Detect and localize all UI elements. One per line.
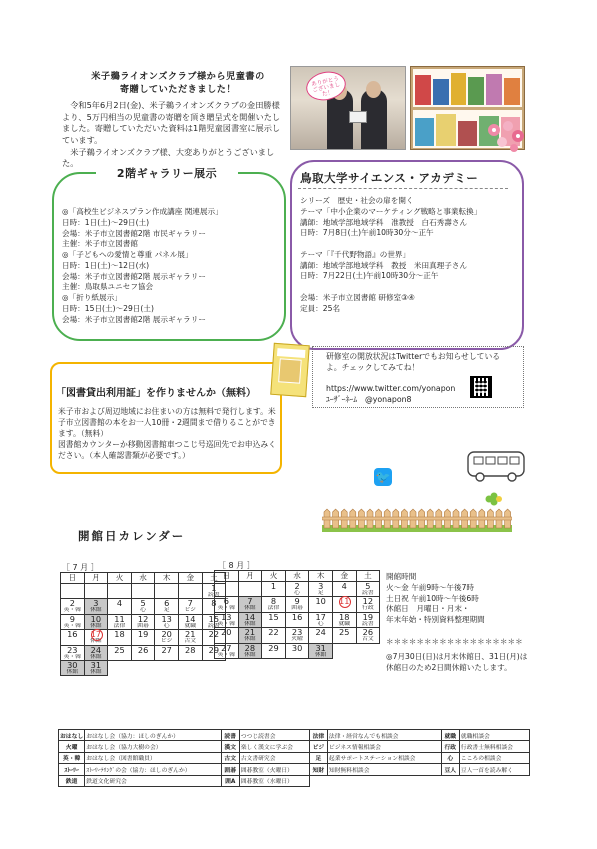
day-event: 休館 [244,651,256,658]
calendar-day [84,661,108,676]
calendar-day [155,645,179,660]
legend-description: 豆人一首を読み解く [459,764,529,775]
legend-key: 法律 [309,730,327,741]
calendar-day [178,614,202,629]
legend-key: 鉄道 [59,775,85,786]
weekday-header: 日 [61,573,85,584]
closure-note: ◎7月30日(日)は月末休館日、31日(月)は休館日のため2日間休館いたします。 [386,652,528,672]
calendar-day [332,582,356,597]
calendar-day [155,630,179,645]
day-event: ビジ [184,607,197,614]
day-number: 30 [291,642,303,653]
weekday-header: 木 [155,573,179,584]
calendar-day [131,630,155,645]
legend-description: 知財無料相談会 [327,764,441,775]
calendar-day [155,614,179,629]
day-number: 4 [341,581,347,591]
calendar-day [155,584,179,599]
day-number [108,584,131,592]
calendar-day [356,628,380,643]
weekday-header: 金 [178,573,202,584]
day-number: 13 [221,611,232,622]
day-number: 18 [339,611,350,622]
calendar-day [131,584,155,599]
weekday-header: 土 [202,573,226,584]
calendar-day [238,628,262,643]
day-number: 13 [161,613,172,624]
day-number: 8 [270,596,277,607]
calendar-day [332,612,356,627]
day-event: 休館 [90,669,102,676]
legend-description: 法律・経営なんでも相談会 [327,730,441,741]
library-card-icon [270,343,310,397]
day-number: 17 [85,630,108,638]
empty-cell [332,643,356,658]
day-event: 囲碁 [137,622,149,629]
day-number: 31 [90,660,102,671]
legend-description: ビジネス情報相談会 [327,741,441,752]
day-event: 休館 [66,669,79,676]
calendar-day [309,628,333,643]
calendar-day [178,630,202,645]
day-number: 1 [270,581,277,591]
calendar-day [108,630,132,645]
weekday-header: 土 [356,571,380,582]
calendar-day [131,599,155,614]
legend-description: つつじ読書会 [239,730,309,741]
day-event: 英・韓 [63,607,81,614]
mobile-library-bus-icon [466,446,528,482]
weekday-header: 火 [108,573,132,584]
empty-cell [131,661,155,676]
day-number: 21 [185,629,196,640]
qr-code-icon [470,376,492,398]
calendar-day [262,597,286,612]
day-number: 6 [223,596,229,607]
day-event: 休館 [244,620,256,627]
calendar-day [108,584,132,599]
day-event: 読書 [208,592,220,598]
august-calendar [214,570,380,659]
legend-key: 読書 [221,730,239,741]
day-number: 5 [140,598,146,609]
legend-description: おはなし会（図書館職員） [85,752,222,763]
day-event: 心 [140,607,146,614]
day-number: 26 [362,627,374,638]
legend-description: ｽﾄｰﾘｰﾃﾘﾝｸﾞの会（協力：ほしのぎんか） [85,764,222,775]
fence-decoration-icon [322,508,512,532]
day-number: 5 [365,581,371,591]
calendar-day [61,661,85,676]
day-event: 法律 [113,622,126,629]
day-number [61,584,84,592]
day-number: 20 [221,627,232,638]
day-number: 3 [93,598,99,609]
day-number [179,584,202,592]
legend-description: おはなし会（協力：ほしのぎんか） [85,730,222,741]
calendar-day [238,612,262,627]
calendar-day [238,597,262,612]
calendar-day [108,599,132,614]
calendar-day [61,614,85,629]
day-event: 心 [317,620,324,627]
legend-key: ｽﾄｰﾘｰ [59,764,85,775]
calendar-day [84,584,108,599]
calendar-day [108,645,132,660]
day-number: 7 [187,598,193,609]
twitter-url[interactable]: https://www.twitter.com/yonapon ﾕｰｻﾞｰﾈｰﾑ @yonapon8 [326,384,456,405]
day-number: 11 [333,597,356,605]
day-event: 英・韓 [63,622,81,629]
day-number: 27 [221,642,232,653]
calendar-day [309,582,333,597]
day-number: 11 [114,613,125,624]
day-number: 19 [137,629,149,640]
weekday-header: 月 [238,571,262,582]
day-number: 9 [294,596,300,607]
legend-key: 就職 [441,730,459,741]
legend-key: 行政 [441,741,459,752]
calendar-day [131,645,155,660]
legend-key: 囲碁 [221,764,239,775]
empty-cell [309,775,327,786]
day-number: 14 [244,611,256,622]
calendar-day [262,628,286,643]
calendar-day [215,612,239,627]
day-number: 23 [67,644,78,655]
flower-decoration-icon [484,118,528,158]
legend-key: 火曜 [59,741,85,752]
day-event: 火曜 [291,636,303,643]
day-event: 就職 [338,620,351,627]
day-number: 10 [315,596,326,607]
calendar-day [262,612,286,627]
day-number [215,582,238,590]
day-number: 18 [114,629,125,640]
calendar-day [215,597,239,612]
calendar-day [178,599,202,614]
legend-description: おはなし会（協力大樹の会） [85,741,222,752]
day-number: 12 [137,613,149,624]
day-event: 休館 [314,651,327,658]
calendar-day [332,597,356,612]
empty-cell [459,775,529,786]
legend-description: 囲碁教室（火曜日） [239,764,309,775]
calendar-day [238,582,262,597]
legend-key: ビジ [309,741,327,752]
weekday-header: 月 [84,573,108,584]
day-number: 6 [164,598,170,609]
library-card-title: 「図書貸出利用証」を作りませんか（無料） [56,388,256,399]
day-event: 休館 [90,638,102,645]
empty-cell [178,661,202,676]
title-divider [298,188,508,189]
calendar-day [84,599,108,614]
day-number: 15 [208,613,220,624]
day-number: 31 [315,642,326,653]
calendar-day [238,643,262,658]
calendar-day [178,584,202,599]
day-number: 26 [137,644,149,655]
thanks-bubble: ありがとう ございました！ [304,68,349,104]
day-event: 就職 [184,622,197,629]
day-event: 読書 [208,622,220,629]
calendar-day [285,628,309,643]
day-number: 1 [211,583,217,593]
day-number: 16 [291,611,303,622]
day-event: 行政 [362,605,374,612]
legend-description: 楽しく漢文に学ぶ会 [239,741,309,752]
day-event: 英・韓 [63,653,81,660]
day-event: 英・韓 [217,651,235,658]
calendar-day [309,643,333,658]
calendar-day [356,612,380,627]
calendar-day [262,643,286,658]
july-label: ［ 7 月 ］ [62,563,99,572]
twitter-message: 研修室の開放状況はTwitterでもお知らせしているよ。チェックしてみてね！ [326,352,501,373]
day-number: 23 [291,627,303,638]
day-number: 30 [67,660,78,671]
day-event: 休館 [90,622,102,629]
legend-key: 知財 [309,764,327,775]
day-event: 休館 [90,653,102,660]
day-number: 14 [185,613,196,624]
legend-description: 起業サポートステーション相談会 [327,752,441,763]
calendar-day [285,612,309,627]
day-number: 24 [90,644,102,655]
calendar-day [131,614,155,629]
science-academy-title: 鳥取大学サイエンス・アカデミー [300,171,479,185]
day-number: 27 [161,644,172,655]
empty-cell [202,661,226,676]
day-number [239,582,262,590]
weekday-header: 木 [309,571,333,582]
day-number: 2 [294,581,300,591]
day-event: 古文 [362,636,374,643]
donation-title: 米子鵜ライオンズクラブ様から児童書の 寄贈していただきました！ [91,71,265,96]
calendar-day [262,582,286,597]
day-number: 29 [268,642,279,653]
day-number [85,584,108,592]
calendar-day [84,645,108,660]
day-number: 15 [268,611,279,622]
calendar-day [155,599,179,614]
legend-description: 行政書士無料相談会 [459,741,529,752]
legend-key: 英・韓 [59,752,85,763]
calendar-day [108,614,132,629]
calendar-day [61,584,85,599]
empty-cell [441,775,459,786]
calendar-title: 開館日カレンダー [78,529,186,543]
day-number: 25 [114,644,125,655]
day-number: 8 [211,598,217,609]
legend-description: こころの相談会 [459,752,529,763]
calendar-day [215,628,239,643]
legend-key: 豆人 [441,764,459,775]
weekday-header: 金 [332,571,356,582]
legend-key: 漢文 [221,741,239,752]
day-number: 24 [315,627,326,638]
calendar-day [309,612,333,627]
weekday-header: 水 [285,571,309,582]
legend-description: 就職相談会 [459,730,529,741]
donation-body: 令和5年6月2日(金)、米子鵜ライオンズクラブの金田勝様より、5万円相当の児童書の寄贈を頂き贈呈式を開催いたしました。寄贈していただいた資料は1階児童図書室に展示しています。 米子鵜ライオンズクラブ様、大変ありがとうございました。 [62,100,281,169]
empty-cell [155,661,179,676]
weekday-header: 火 [262,571,286,582]
day-number: 22 [208,629,220,640]
day-number: 21 [244,627,256,638]
weekday-header: 日 [215,571,239,582]
calendar-day [84,614,108,629]
event-legend [58,729,530,787]
donation-photo [290,66,406,150]
calendar-day [285,582,309,597]
legend-key: おはなし [59,730,85,741]
gallery-body: ◎「高校生ビジネスプラン作成講座 関連展示」 日時：1日(土)〜29日(土) 会場：米子市立図書館2階 市民ギャラリー 主催：米子市立図書館 ◎「子どもへの愛情と尊重 パネル展」 日時：1日(土)〜12日(水) 会場：米子市立図書館2階 展示ギャラリー 主催：鳥取県ユニセフ協会 ◎「折り紙展示」 日時：15日(土)〜29日(土) 会場：米子市立図書館2階 展示ギャラリー [62,207,223,324]
legend-key: 足 [309,752,327,763]
day-event: 足 [163,607,170,614]
day-event: 足 [317,590,324,596]
calendar-day [61,630,85,645]
calendar-day [61,599,85,614]
weekday-header: 水 [131,573,155,584]
clover-bird-icon [484,492,504,506]
day-number [132,584,155,592]
day-number: 9 [69,613,75,624]
calendar-day [84,630,108,645]
calendar-day [356,597,380,612]
day-event: 休館 [90,607,102,614]
library-card-body: 米子市および周辺地域にお住まいの方は無料で発行します。米子市立図書館の本をお一人10冊・2週間まで借りることができます。（無料） 図書館カウンターか移動図書館車つこじ号巡回先でお申込みください。（本人確認書類が必要です。） [58,407,276,461]
day-event: ビジ [160,638,173,645]
empty-cell [356,643,380,658]
calendar-day [332,628,356,643]
day-number: 3 [318,581,324,591]
day-number: 2 [69,598,75,609]
day-event: 心 [294,590,300,596]
day-number: 28 [185,644,196,655]
twitter-bird-icon[interactable]: 🐦 [375,470,391,484]
legend-description: 鉄道文化研究会 [85,775,222,786]
day-event: 法律 [267,605,280,612]
day-event: 読書 [362,620,374,627]
legend-key: 囲A [221,775,239,786]
day-number: 20 [161,629,172,640]
calendar-day [356,582,380,597]
opening-hours: 開館時間 火〜金 午前9時〜午後7時 土日祝 午前10時〜午後6時 休館日 月曜日・月末・ 年末年始・特別資料整理期間 ＊＊＊＊＊＊＊＊＊＊＊＊＊＊＊＊＊＊ [386,572,523,646]
calendar-day [215,582,239,597]
day-event: 心 [163,622,170,629]
day-event: 英・韓 [217,620,235,627]
day-event: 英・韓 [217,605,235,612]
gallery-title: 2階ギャラリー展示 [96,165,238,181]
day-event: 囲碁 [291,605,303,612]
day-number: 7 [247,596,253,607]
calendar-day [309,597,333,612]
empty-cell [108,661,132,676]
calendar-day [215,643,239,658]
day-number: 17 [315,611,326,622]
day-number: 10 [90,613,102,624]
empty-cell [327,775,441,786]
calendar-day [285,643,309,658]
day-number: 28 [244,642,256,653]
july-calendar [60,572,226,676]
august-label: ［ 8 月 ］ [218,561,255,570]
day-number: 29 [208,644,220,655]
day-event: 休館 [244,605,256,612]
legend-key: 古文 [221,752,239,763]
day-event: 読書 [362,590,374,596]
day-number: 16 [67,629,78,640]
day-event: 休館 [244,636,256,643]
legend-description: 囲碁教室（水曜日） [239,775,309,786]
calendar-day [178,645,202,660]
legend-description: 古文書研究会 [239,752,309,763]
day-event: 古文 [184,638,197,645]
science-academy-body: シリーズ 歴史・社会の扉を開く テーマ「中小企業のマーケティング戦略と事業転換」 講師：地域学部地域学科 准教授 白石秀壽さん 日時：7月8日(土)午前10時30分〜正午 テーマ「『千代野物語』の世界」 講師：地域学部地域学科 教授 米田真理子さん 日時：7月22日(土)午前10時30分〜正午 会場：米子市立図書館 研修室③④ 定員：25名 [300,196,482,313]
calendar-day [285,597,309,612]
calendar-day [61,645,85,660]
day-number: 19 [362,611,374,622]
day-number [155,584,178,592]
day-number: 4 [116,598,123,609]
day-number: 22 [268,627,279,638]
legend-key: 心 [441,752,459,763]
day-number: 25 [339,627,350,638]
day-number: 12 [362,596,374,607]
